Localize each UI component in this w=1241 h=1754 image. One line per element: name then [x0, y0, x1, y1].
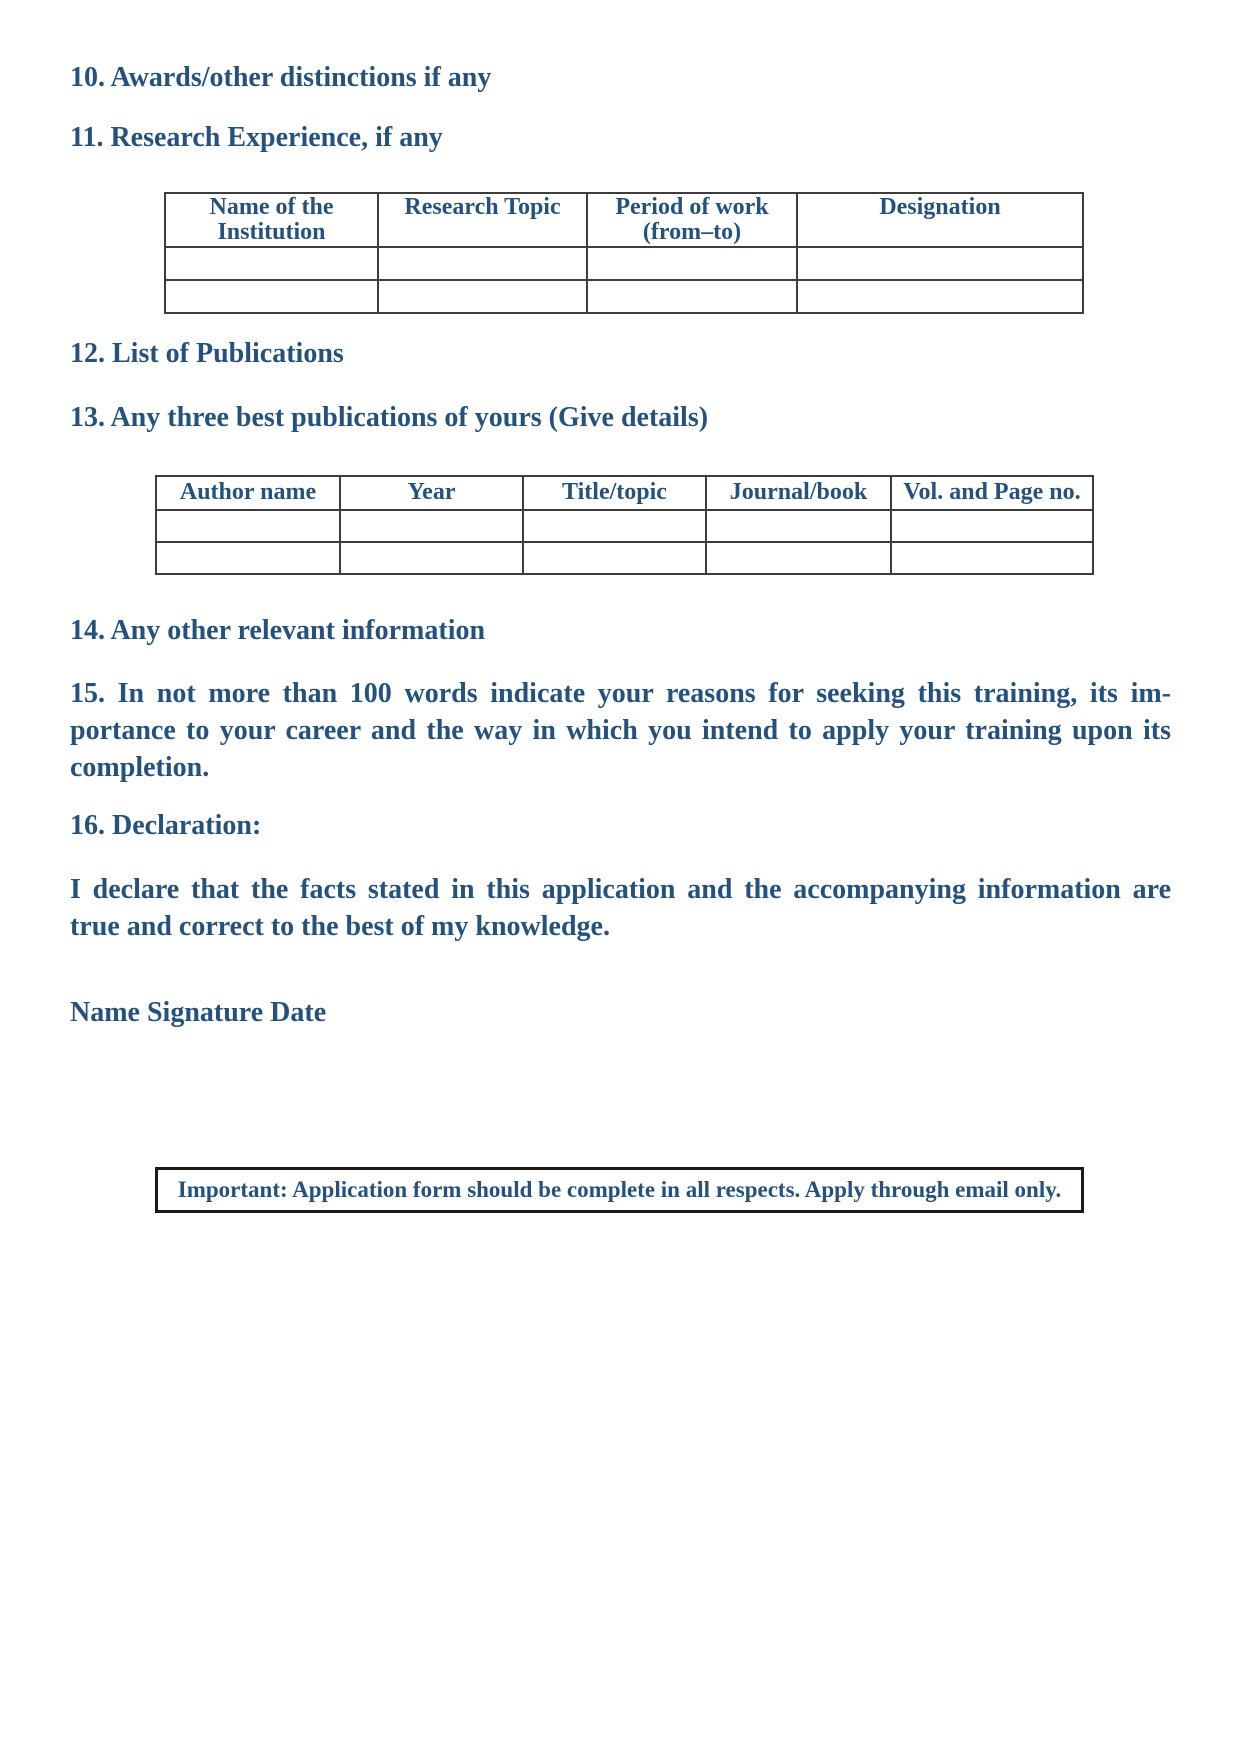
publications-header-title: Title/topic — [523, 476, 706, 510]
paragraph-line: true and correct to the best of my knowledge. — [70, 911, 610, 942]
publications-table-row — [156, 510, 1093, 542]
research-header-period: Period of work (from–to) — [587, 193, 797, 247]
research-empty-cell — [378, 280, 587, 313]
research-table-row — [165, 280, 1083, 313]
research-experience-table — [164, 192, 1084, 314]
research-empty-cell — [165, 247, 378, 280]
publications-empty-cell — [891, 510, 1093, 542]
research-empty-cell — [797, 280, 1083, 313]
important-note-box — [155, 1167, 1084, 1213]
research-header-institution: Name of the Institution — [165, 193, 378, 247]
research-empty-cell — [165, 280, 378, 313]
research-header-topic: Research Topic — [378, 193, 587, 247]
research-table-header-row — [165, 193, 1083, 247]
publications-table-header-row — [156, 476, 1093, 510]
research-table-row — [165, 247, 1083, 280]
section-13-heading: 13. Any three best publications of yours (Give details) — [70, 402, 709, 433]
paragraph-line: portance to your career and the way in which you intend to apply your training upon its — [70, 715, 1171, 746]
research-empty-cell — [587, 280, 797, 313]
publications-table-row — [156, 542, 1093, 574]
publications-empty-cell — [340, 510, 523, 542]
important-note-text: Important: Application form should be complete in all respects. Apply through email only. — [177, 1177, 1062, 1202]
publications-empty-cell — [523, 542, 706, 574]
research-empty-cell — [797, 247, 1083, 280]
research-empty-cell — [378, 247, 587, 280]
publications-empty-cell — [156, 510, 340, 542]
publications-table — [155, 475, 1094, 575]
publications-empty-cell — [340, 542, 523, 574]
publications-empty-cell — [706, 510, 891, 542]
signature-line: Name Signature Date — [70, 997, 327, 1028]
declaration-paragraph — [70, 871, 1171, 945]
publications-header-year: Year — [340, 476, 523, 510]
publications-empty-cell — [706, 542, 891, 574]
paragraph-line: completion. — [70, 752, 210, 783]
publications-empty-cell — [891, 542, 1093, 574]
section-15-paragraph — [70, 675, 1171, 786]
section-12-heading: 12. List of Publications — [70, 338, 344, 369]
section-10-heading: 10. Awards/other distinctions if any — [70, 62, 492, 93]
section-11-heading: 11. Research Experience, if any — [70, 122, 443, 153]
research-header-designation: Designation — [797, 193, 1083, 247]
paragraph-line: I declare that the facts stated in this application and the accompanying information are — [70, 874, 1171, 905]
publications-empty-cell — [523, 510, 706, 542]
section-14-heading: 14. Any other relevant information — [70, 615, 486, 646]
section-16-heading: 16. Declaration: — [70, 810, 262, 841]
publications-header-journal: Journal/book — [706, 476, 891, 510]
publications-header-vol-page: Vol. and Page no. — [891, 476, 1093, 510]
paragraph-line: 15. In not more than 100 words indicate your reasons for seeking this training, its im- — [70, 678, 1171, 709]
publications-empty-cell — [156, 542, 340, 574]
research-empty-cell — [587, 247, 797, 280]
publications-header-author: Author name — [156, 476, 340, 510]
